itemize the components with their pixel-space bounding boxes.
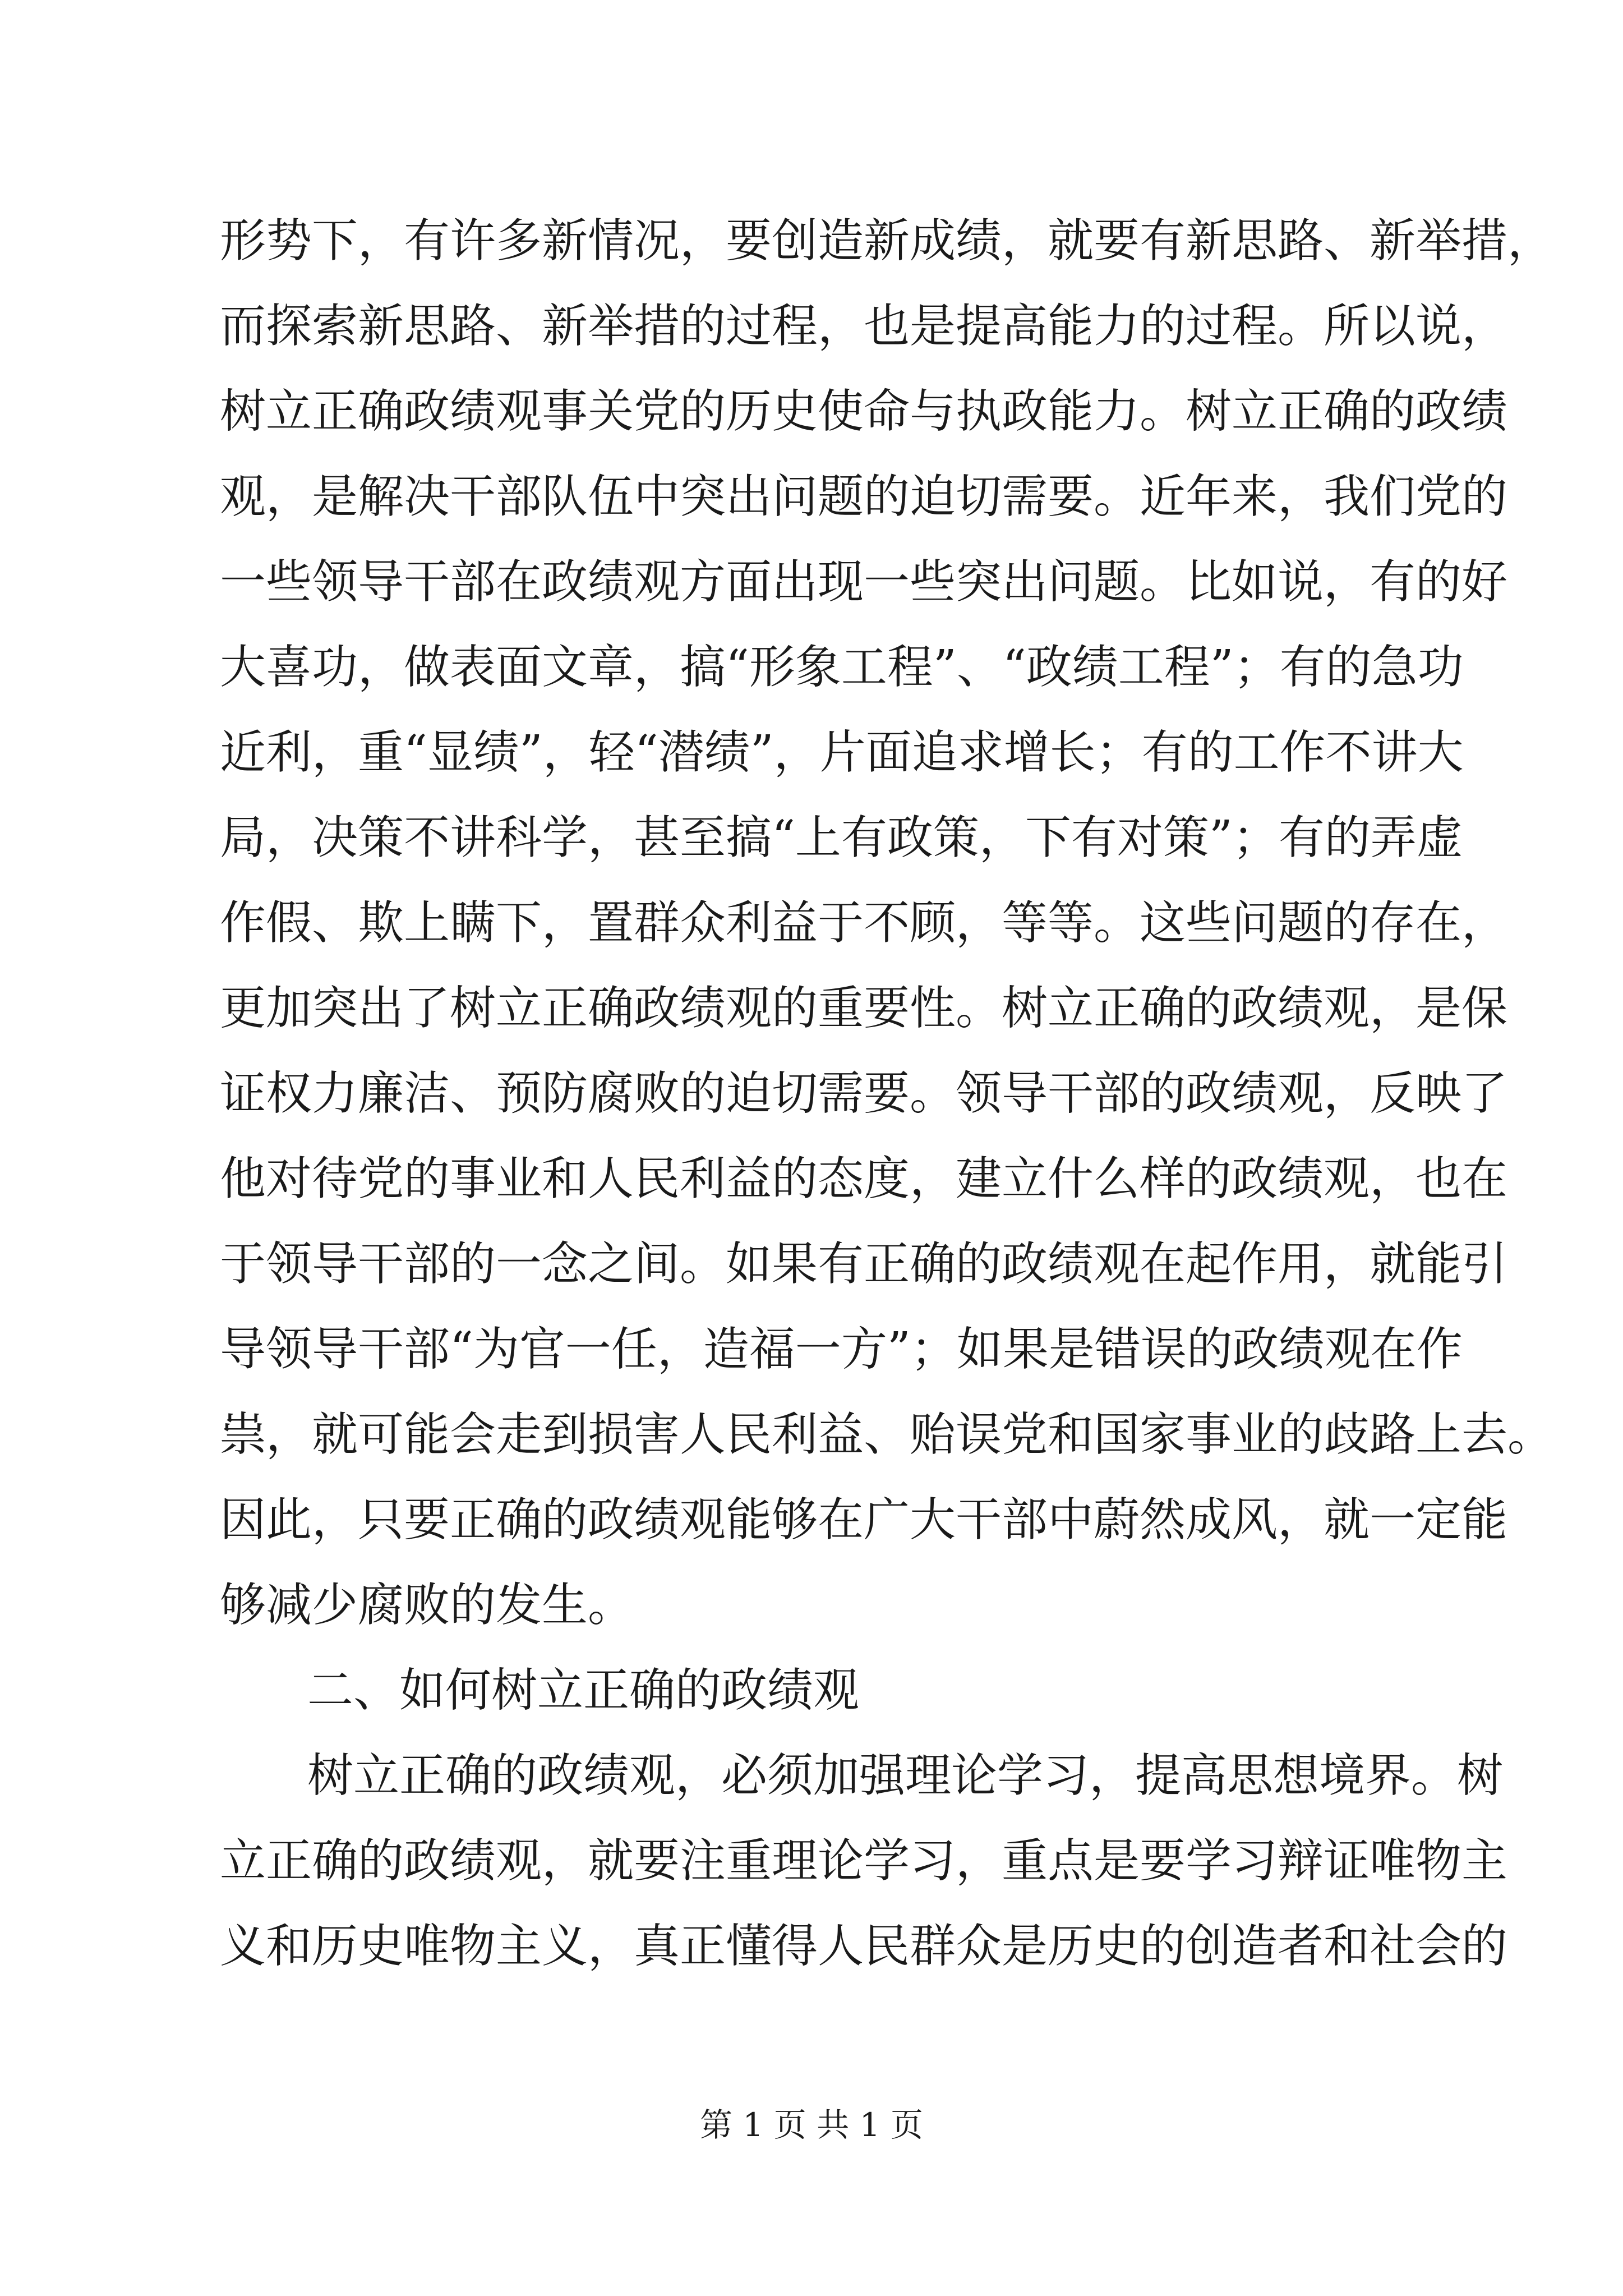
body-line: 一些领导干部在政绩观方面出现一些突出问题。比如说，有的好 [220,555,1508,609]
section-heading: 二、如何树立正确的政绩观 [307,1664,860,1717]
body-line: 局，决策不讲科学，甚至搞“上有政策，下有对策”；有的弄虚 [220,811,1463,864]
body-line: 大喜功，做表面文章，搞“形象工程”、“政绩工程”；有的急功 [220,641,1464,694]
body-line: 他对待党的事业和人民利益的态度，建立什么样的政绩观，也在 [220,1152,1508,1205]
body-line: 因此，只要正确的政绩观能够在广大干部中蔚然成风，就一定能 [220,1493,1508,1547]
body-line: 导领导干部“为官一任，造福一方”；如果是错误的政绩观在作 [220,1323,1463,1376]
body-line: 更加突出了树立正确政绩观的重要性。树立正确的政绩观，是保 [220,982,1508,1035]
body-line: 于领导干部的一念之间。如果有正确的政绩观在起作用，就能引 [220,1237,1508,1291]
body-line: 够减少腐败的发生。 [220,1579,634,1632]
page-number: 第 1 页 共 1 页 [700,2106,923,2144]
body-line: 近利，重“显绩”，轻“潜绩”，片面追求增长；有的工作不讲大 [220,726,1464,779]
body-line: 祟，就可能会走到损害人民利益、贻误党和国家事业的歧路上去。 [220,1408,1554,1461]
body-line: 立正确的政绩观，就要注重理论学习，重点是要学习辩证唯物主 [220,1834,1508,1888]
body-line: 证权力廉洁、预防腐败的迫切需要。领导干部的政绩观，反映了 [220,1067,1508,1120]
body-line: 树立正确的政绩观，必须加强理论学习，提高思想境界。树 [307,1749,1504,1802]
body-line: 义和历史唯物主义，真正懂得人民群众是历史的创造者和社会的 [220,1920,1508,1973]
body-line: 观，是解决干部队伍中突出问题的迫切需要。近年来，我们党的 [220,470,1508,523]
body-line: 形势下，有许多新情况，要创造新成绩，就要有新思路、新举措， [220,214,1554,268]
body-line: 而探索新思路、新举措的过程，也是提高能力的过程。所以说， [220,300,1508,353]
body-line: 树立正确政绩观事关党的历史使命与执政能力。树立正确的政绩 [220,385,1508,438]
body-line: 作假、欺上瞒下，置群众利益于不顾，等等。这些问题的存在， [220,896,1508,950]
